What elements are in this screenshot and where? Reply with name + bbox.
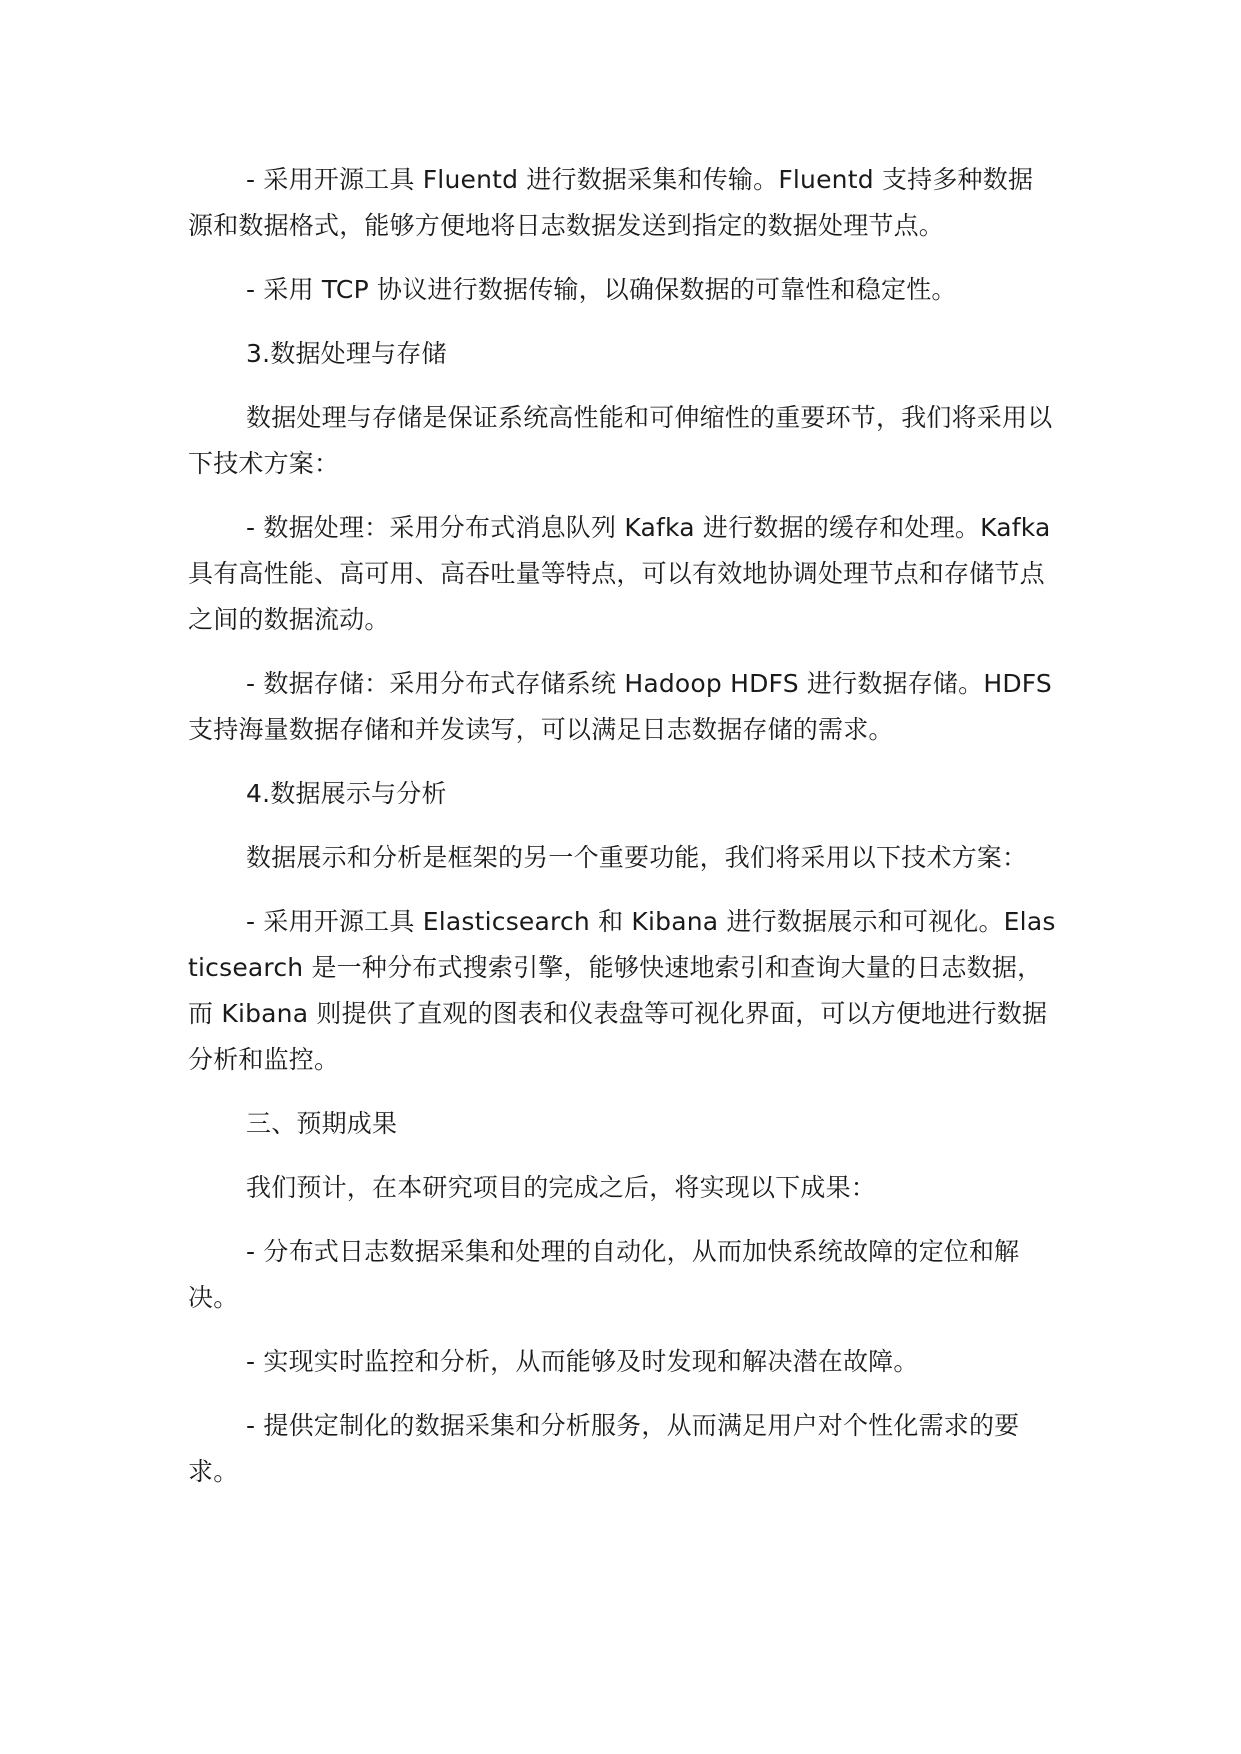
paragraph-kafka: - 数据处理：采用分布式消息队列 Kafka 进行数据的缓存和处理。Kafka 具有高性能、高可用、高吞吐量等特点，可以有效地协调处理节点和存储节点之间的数据流动。 [188, 513, 1051, 634]
paragraph-tcp: - 采用 TCP 协议进行数据传输，以确保数据的可靠性和稳定性。 [246, 275, 957, 304]
section-heading-expected-results: 三、预期成果 [246, 1109, 398, 1138]
paragraph-display-intro: 数据展示和分析是框架的另一个重要功能，我们将采用以下技术方案： [246, 843, 1028, 872]
paragraph-hdfs: - 数据存储：采用分布式存储系统 Hadoop HDFS 进行数据存储。HDFS 支持海量数据存储和并发读写，可以满足日志数据存储的需求。 [188, 669, 1052, 744]
paragraph-fluentd: - 采用开源工具 Fluentd 进行数据采集和传输。Fluentd 支持多种数据源和数据格式，能够方便地将日志数据发送到指定的数据处理节点。 [188, 165, 1034, 240]
paragraph-result-monitoring: - 实现实时监控和分析，从而能够及时发现和解决潜在故障。 [246, 1347, 919, 1376]
paragraph-result-automation: - 分布式日志数据采集和处理的自动化，从而加快系统故障的定位和解决。 [188, 1237, 1020, 1312]
paragraph-processing-intro: 数据处理与存储是保证系统高性能和可伸缩性的重要环节，我们将采用以下技术方案： [188, 403, 1053, 478]
section-heading-data-processing-storage: 3.数据处理与存储 [246, 339, 447, 368]
paragraph-results-intro: 我们预计，在本研究项目的完成之后，将实现以下成果： [246, 1173, 877, 1202]
paragraph-elasticsearch-kibana: - 采用开源工具 Elasticsearch 和 Kibana 进行数据展示和可视化。Elasticsearch 是一种分布式搜索引擎，能够快速地索引和查询大量的日志数据，而 Kibana 则提供了直观的图表和仪表盘等可视化界面，可以方便地进行数据分析和监控。 [188, 907, 1056, 1074]
section-heading-data-display-analysis: 4.数据展示与分析 [246, 779, 447, 808]
paragraph-result-customization: - 提供定制化的数据采集和分析服务，从而满足用户对个性化需求的要求。 [188, 1411, 1020, 1486]
document-body [188, 157, 1058, 1513]
